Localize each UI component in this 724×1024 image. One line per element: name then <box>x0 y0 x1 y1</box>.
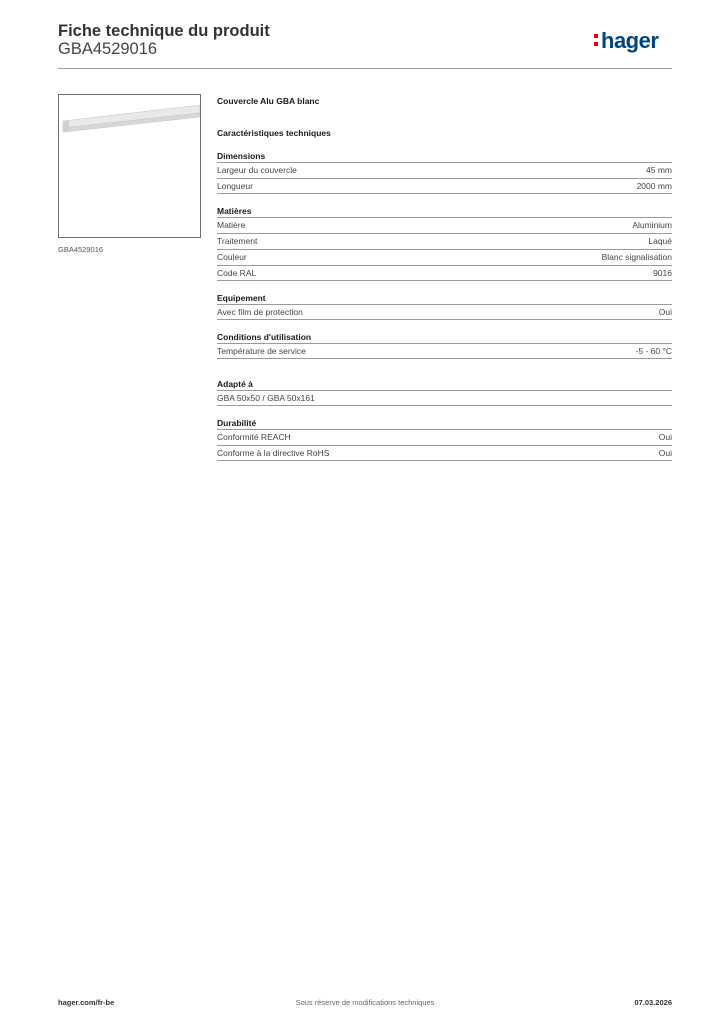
spec-value: Laqué <box>648 236 672 246</box>
spec-heading: Caractéristiques techniques <box>217 128 331 138</box>
logo-wordmark: hager <box>601 28 659 53</box>
section-durability <box>217 417 672 461</box>
section-equipment <box>217 292 672 320</box>
spec-value: 2000 mm <box>636 181 672 191</box>
image-caption: GBA4529016 <box>58 245 104 254</box>
section-title: Matières <box>217 206 252 216</box>
spec-key: Matière <box>217 220 246 230</box>
spec-value: -5 - 60 °C <box>635 346 672 356</box>
hager-logo <box>594 30 658 52</box>
footer-website-link[interactable]: hager.com/fr-be <box>58 998 115 1007</box>
cover-profile-image <box>59 95 200 237</box>
product-name: Couvercle Alu GBA blanc <box>217 96 320 106</box>
spec-value: Oui <box>658 432 672 442</box>
spec-row <box>217 265 672 281</box>
spec-key: Longueur <box>217 181 253 191</box>
spec-key: GBA 50x50 / GBA 50x161 <box>217 393 315 403</box>
product-reference: GBA4529016 <box>58 40 158 58</box>
spec-value: 9016 <box>653 268 672 278</box>
spec-row <box>217 445 672 461</box>
footer-disclaimer: Sous réserve de modifications techniques <box>295 998 435 1007</box>
spec-row <box>217 162 672 178</box>
spec-value: Oui <box>658 307 672 317</box>
spec-row <box>217 217 672 233</box>
section-title: Equipement <box>217 293 266 303</box>
spec-row <box>217 233 672 249</box>
spec-value: 45 mm <box>646 165 672 175</box>
spec-row <box>217 249 672 265</box>
spec-row <box>217 304 672 320</box>
spec-value: Blanc signalisation <box>601 252 672 262</box>
footer-date: 07.03.2026 <box>634 998 672 1007</box>
logo-dots-icon <box>594 34 600 48</box>
section-dimensions <box>217 150 672 194</box>
spec-value: Oui <box>658 448 672 458</box>
section-title: Durabilité <box>217 418 257 428</box>
spec-value: Aluminium <box>632 220 672 230</box>
page-title: Fiche technique du produit <box>58 22 270 40</box>
spec-key: Avec film de protection <box>217 307 303 317</box>
spec-row <box>217 343 672 359</box>
section-compatibility <box>217 378 672 406</box>
spec-key: Couleur <box>217 252 247 262</box>
spec-key: Température de service <box>217 346 306 356</box>
section-title: Adapté à <box>217 379 253 389</box>
section-title: Conditions d'utilisation <box>217 332 312 342</box>
section-conditions <box>217 331 672 359</box>
spec-key: Code RAL <box>217 268 257 278</box>
spec-panel <box>217 95 672 461</box>
spec-row <box>217 429 672 445</box>
spec-key: Conformité REACH <box>217 432 291 442</box>
spec-key: Conforme à la directive RoHS <box>217 448 330 458</box>
spec-key: Traitement <box>217 236 258 246</box>
product-image <box>58 94 201 238</box>
section-materials <box>217 205 672 281</box>
header-divider <box>58 68 672 69</box>
spec-key: Largeur du couvercle <box>217 165 297 175</box>
spec-row <box>217 390 672 406</box>
section-title: Dimensions <box>217 151 266 161</box>
spec-row <box>217 178 672 194</box>
